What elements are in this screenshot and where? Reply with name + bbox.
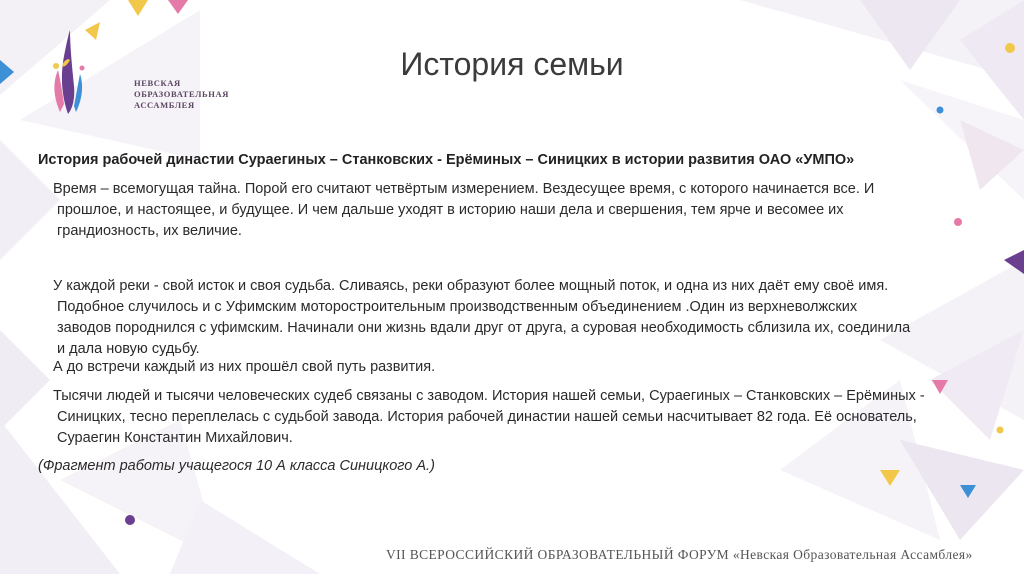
footer-forum: VII ВСЕРОССИЙСКИЙ ОБРАЗОВАТЕЛЬНЫЙ ФОРУМ «Невская Образовательная Ассамблея» <box>386 547 973 562</box>
text-line: заводов породнился с уфимским. Начинали они жизнь вдали друг от друга, а суровая необходимость сблизила их, соединила <box>57 320 911 336</box>
logo-line: АССАМБЛЕЯ <box>134 100 195 110</box>
text-line: Синицких, тесно переплелась с судьбой завода. История рабочей династии нашей семьи насчитывает 82 года. Её основатель, <box>57 409 917 425</box>
subtitle: История рабочей династии Сураегиных – Станковских - Ерёминых – Синицких в истории развития ОАО «УМПО» <box>38 152 855 168</box>
paragraph-family <box>53 386 973 449</box>
paragraph-meeting: А до встречи каждый из них прошёл свой путь развития. <box>53 359 436 375</box>
text-line: Время – всемогущая тайна. Порой его считают четвёртым измерением. Вездесущее время, с которого начинается все. И <box>53 181 875 197</box>
text-line: Сураегин Константин Михайлович. <box>57 430 293 446</box>
text-line: Тысячи людей и тысячи человеческих судеб связаны с заводом. История нашей семьи, Сураегиных – Станковских – Ерёминых - <box>53 388 925 404</box>
text-line: грандиозность, их величие. <box>57 223 242 239</box>
fragment-note: (Фрагмент работы учащегося 10 А класса Синицкого А.) <box>38 458 435 474</box>
paragraph-river <box>53 276 973 360</box>
text-line: У каждой реки - свой исток и своя судьба. Сливаясь, реки образуют более мощный поток, и одна из них даёт ему своё имя. <box>53 278 889 294</box>
text-line: и дала новую судьбу. <box>57 341 200 357</box>
text-line: Подобное случилось и с Уфимским моторостроительным производственным объединением .Один из верхневолжских <box>57 299 858 315</box>
page-title: История семьи <box>400 46 624 82</box>
logo-line: ОБРАЗОВАТЕЛЬНАЯ <box>134 89 229 99</box>
paragraph-time <box>53 179 973 242</box>
logo-line: НЕВСКАЯ <box>134 78 181 88</box>
text-line: прошлое, и настоящее, и будущее. И чем дальше уходят в историю наши дела и свершения, тем ярче и весомее их <box>57 202 844 218</box>
